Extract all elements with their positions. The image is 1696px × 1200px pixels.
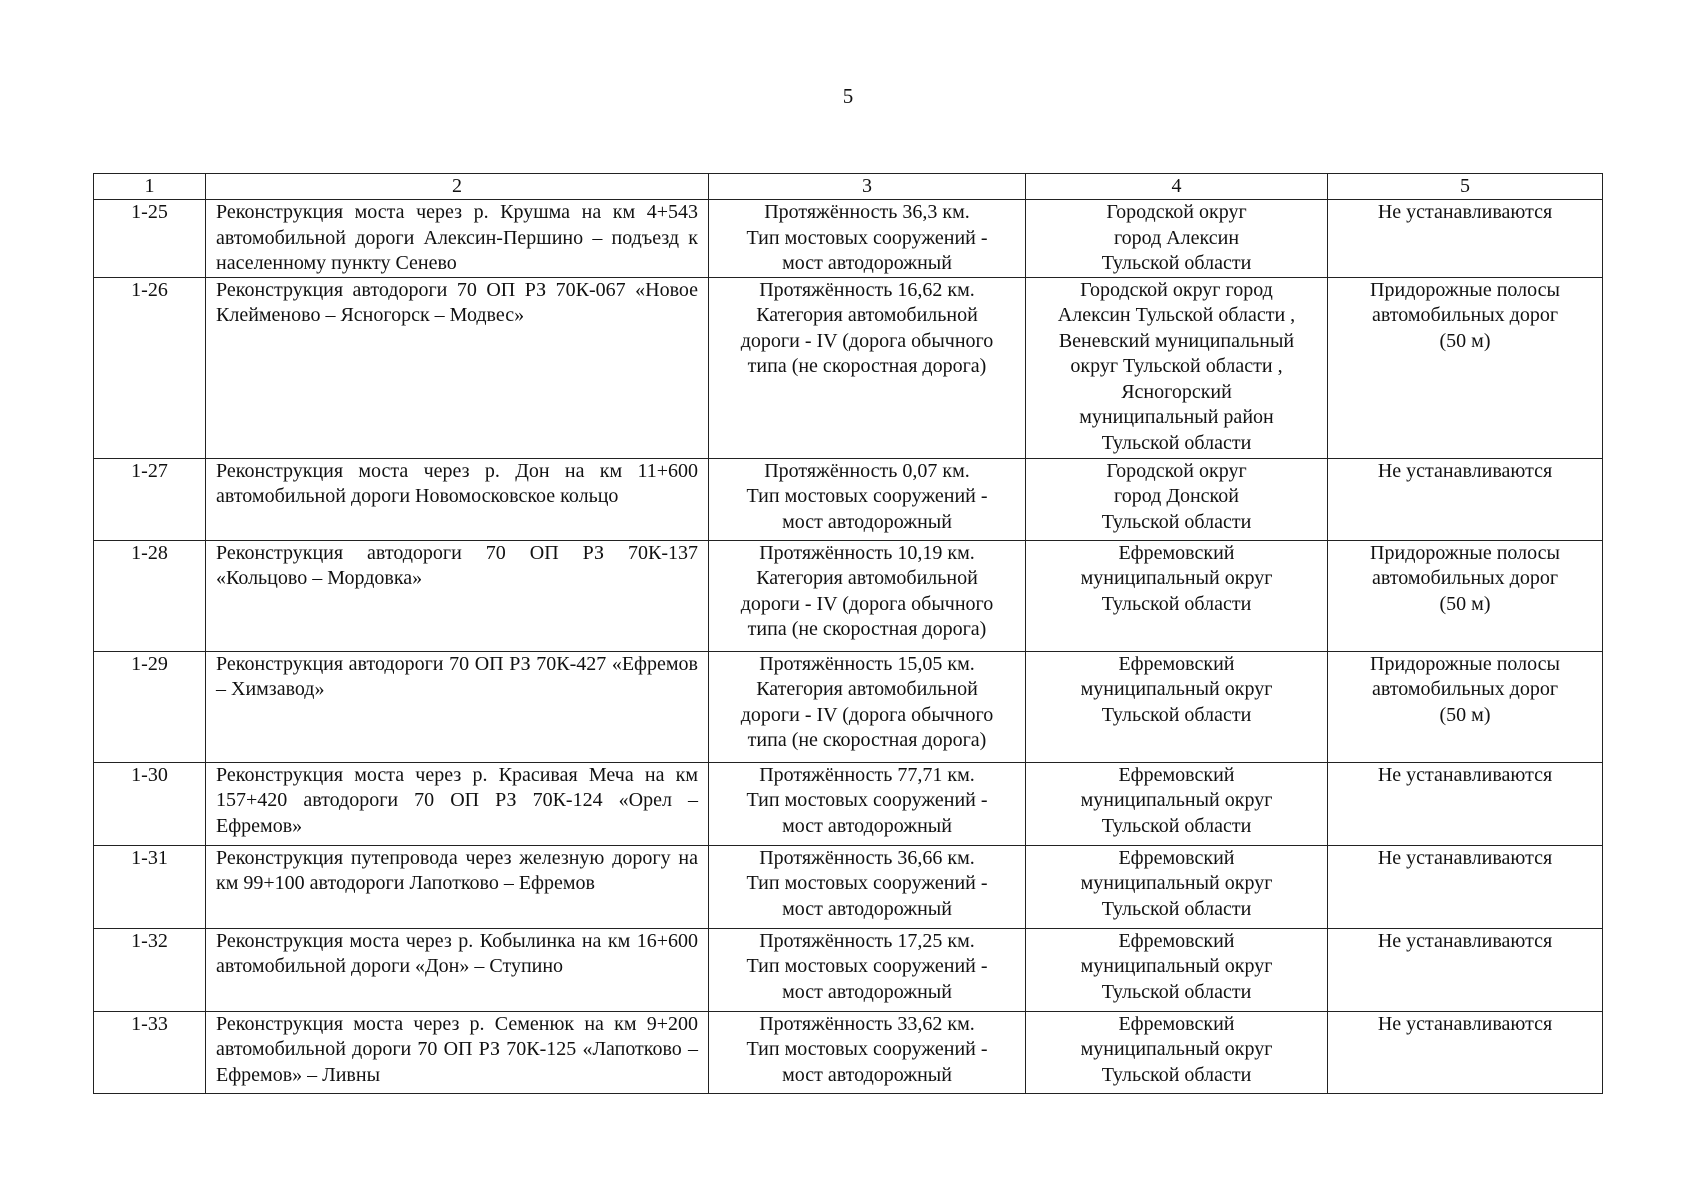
object-characteristics-line: мост автодорожный	[782, 814, 952, 837]
object-characteristics-line: Тип мостовых сооружений -	[746, 872, 988, 894]
object-location-line: Городской округ	[1106, 459, 1247, 482]
object-description-text: Реконструкция автодороги 70 ОП РЗ 70К-067 «Новое Клейменово – Ясногорск – Модвес»	[216, 278, 698, 326]
row-number: 1-33	[94, 1011, 206, 1093]
object-characteristics-line: Протяжённость 10,19 км.	[759, 541, 975, 564]
object-characteristics-line: Протяжённость 36,3 км.	[764, 201, 970, 223]
zone-restrictions	[1328, 458, 1603, 540]
object-location-line: Ефремовский	[1118, 929, 1235, 952]
object-characteristics-line: мост автодорожный	[782, 1063, 952, 1086]
object-description	[206, 651, 709, 762]
object-characteristics	[709, 928, 1026, 1011]
object-location-line: муниципальный округ	[1080, 872, 1273, 894]
object-location-line: Тульской области	[1101, 814, 1252, 837]
object-characteristics-line: типа (не скоростная дорога)	[747, 729, 987, 751]
object-location-line: Ясногорский	[1121, 380, 1232, 403]
zone-restrictions-line: Не устанавливаются	[1377, 846, 1553, 869]
zone-restrictions-line: Не устанавливаются	[1377, 201, 1553, 223]
object-description	[206, 200, 709, 278]
object-characteristics	[709, 200, 1026, 278]
table-row	[94, 928, 1603, 1011]
object-location-line: Городской округ	[1106, 201, 1247, 223]
zone-restrictions	[1328, 928, 1603, 1011]
object-location-line: Тульской области	[1101, 703, 1252, 726]
object-description-text: Реконструкция моста через р. Семенюк на км 9+200 автомобильной дороги 70 ОП РЗ 70К-125 «Лапотково – Ефремов» – Ливны	[216, 1012, 698, 1086]
object-location	[1026, 277, 1328, 458]
object-description-text: Реконструкция моста через р. Красивая Меча на км 157+420 автодороги 70 ОП РЗ 70К-124 «Орел – Ефремов»	[216, 763, 698, 837]
table-row	[94, 277, 1603, 458]
zone-restrictions-line: Не устанавливаются	[1377, 763, 1553, 786]
object-characteristics-line: типа (не скоростная дорога)	[747, 618, 987, 640]
zone-restrictions-line: автомобильных дорог	[1371, 304, 1559, 326]
object-description-text: Реконструкция автодороги 70 ОП РЗ 70К-137 «Кольцово – Мордовка»	[216, 541, 698, 589]
zone-restrictions	[1328, 277, 1603, 458]
table-body	[94, 200, 1603, 1094]
column-header-1: 1	[94, 174, 206, 200]
object-characteristics-line: Протяжённость 0,07 км.	[764, 459, 970, 482]
object-location-line: Ефремовский	[1118, 846, 1235, 869]
object-characteristics	[709, 651, 1026, 762]
object-location	[1026, 762, 1328, 845]
zone-restrictions-line: автомобильных дорог	[1371, 678, 1559, 700]
object-location-line: Ефремовский	[1118, 541, 1235, 564]
object-location-line: Тульской области	[1101, 980, 1252, 1003]
object-location	[1026, 540, 1328, 651]
object-location-line: город Донской	[1114, 485, 1239, 507]
zone-restrictions-line: Придорожные полосы	[1370, 541, 1560, 564]
zone-restrictions-line: (50 м)	[1439, 329, 1491, 352]
zone-restrictions-line: (50 м)	[1439, 592, 1491, 615]
zone-restrictions	[1328, 1011, 1603, 1093]
object-characteristics-line: мост автодорожный	[782, 980, 952, 1003]
object-characteristics-line: Категория автомобильной	[756, 678, 978, 700]
zone-restrictions-line: Придорожные полосы	[1370, 278, 1560, 301]
zone-restrictions-line: (50 м)	[1439, 703, 1491, 726]
row-number: 1-30	[94, 762, 206, 845]
row-number: 1-26	[94, 277, 206, 458]
object-characteristics-line: мост автодорожный	[782, 510, 952, 533]
row-number: 1-29	[94, 651, 206, 762]
object-location-line: Веневский муниципальный	[1058, 329, 1295, 352]
table-header-row	[94, 174, 1603, 200]
object-characteristics-line: Протяжённость 15,05 км.	[759, 652, 975, 675]
object-characteristics-line: Протяжённость 16,62 км.	[759, 278, 975, 301]
object-characteristics	[709, 1011, 1026, 1093]
object-location-line: муниципальный округ	[1080, 1038, 1273, 1060]
object-characteristics	[709, 540, 1026, 651]
object-location-line: Тульской области	[1101, 431, 1252, 454]
object-characteristics-line: дороги - IV (дорога обычного	[740, 329, 994, 352]
object-characteristics	[709, 458, 1026, 540]
row-number: 1-32	[94, 928, 206, 1011]
page-number: 5	[842, 84, 854, 108]
object-location-line: муниципальный округ	[1080, 955, 1273, 977]
row-number: 1-27	[94, 458, 206, 540]
object-description	[206, 928, 709, 1011]
table-row	[94, 458, 1603, 540]
object-characteristics-line: Тип мостовых сооружений -	[746, 789, 988, 811]
row-number: 1-28	[94, 540, 206, 651]
object-characteristics-line: Категория автомобильной	[756, 304, 978, 326]
object-description	[206, 845, 709, 928]
object-characteristics-line: Тип мостовых сооружений -	[746, 1038, 988, 1060]
object-description	[206, 277, 709, 458]
object-characteristics-line: дороги - IV (дорога обычного	[740, 703, 994, 726]
object-characteristics-line: Протяжённость 33,62 км.	[759, 1012, 975, 1035]
object-location-line: Ефремовский	[1118, 1012, 1235, 1035]
column-header-2: 2	[206, 174, 709, 200]
object-characteristics	[709, 277, 1026, 458]
zone-restrictions-line: Не устанавливаются	[1377, 1012, 1553, 1035]
column-header-5: 5	[1328, 174, 1603, 200]
object-characteristics-line: Тип мостовых сооружений -	[746, 485, 988, 507]
objects-table	[93, 173, 1603, 1094]
object-location	[1026, 1011, 1328, 1093]
column-header-3: 3	[709, 174, 1026, 200]
object-location-line: округ Тульской области ,	[1070, 355, 1283, 377]
object-description-text: Реконструкция автодороги 70 ОП РЗ 70К-427 «Ефремов – Химзавод»	[216, 652, 698, 700]
table-row	[94, 651, 1603, 762]
column-header-4: 4	[1026, 174, 1328, 200]
zone-restrictions-line: Придорожные полосы	[1370, 652, 1560, 675]
object-description	[206, 540, 709, 651]
zone-restrictions-line: Не устанавливаются	[1377, 929, 1553, 952]
object-location	[1026, 651, 1328, 762]
object-location-line: муниципальный округ	[1080, 789, 1273, 811]
object-location-line: Алексин Тульской области ,	[1057, 304, 1296, 326]
object-location-line: Тульской области	[1101, 510, 1252, 533]
object-characteristics	[709, 762, 1026, 845]
zone-restrictions-line: Не устанавливаются	[1377, 459, 1553, 482]
table-row	[94, 762, 1603, 845]
object-location	[1026, 845, 1328, 928]
table-row	[94, 1011, 1603, 1093]
row-number: 1-31	[94, 845, 206, 928]
object-location-line: Тульской области	[1101, 592, 1252, 615]
object-characteristics-line: Протяжённость 17,25 км.	[759, 929, 975, 952]
object-characteristics-line: Протяжённость 36,66 км.	[759, 846, 975, 869]
object-characteristics-line: мост автодорожный	[782, 252, 952, 274]
object-location-line: Тульской области	[1101, 897, 1252, 920]
object-characteristics-line: Категория автомобильной	[756, 567, 978, 589]
object-characteristics-line: Тип мостовых сооружений -	[746, 955, 988, 977]
zone-restrictions	[1328, 762, 1603, 845]
object-location-line: Тульской области	[1101, 1063, 1252, 1086]
object-location-line: Ефремовский	[1118, 763, 1235, 786]
object-location-line: город Алексин	[1113, 226, 1240, 249]
object-description	[206, 762, 709, 845]
object-location-line: Городской округ город	[1080, 278, 1273, 301]
object-location	[1026, 200, 1328, 278]
zone-restrictions	[1328, 845, 1603, 928]
object-characteristics-line: дороги - IV (дорога обычного	[740, 592, 994, 615]
object-location-line: Ефремовский	[1118, 652, 1235, 675]
table-row	[94, 200, 1603, 278]
zone-restrictions	[1328, 651, 1603, 762]
object-description-text: Реконструкция путепровода через железную дорогу на км 99+100 автодороги Лапотково – Ефремов	[216, 846, 698, 894]
zone-restrictions	[1328, 200, 1603, 278]
object-location-line: муниципальный район	[1079, 406, 1274, 428]
object-description-text: Реконструкция моста через р. Крушма на км 4+543 автомобильной дороги Алексин-Першино – подъезд к населенному пункту Сенево	[216, 201, 698, 274]
object-characteristics	[709, 845, 1026, 928]
row-number: 1-25	[94, 200, 206, 278]
object-location	[1026, 928, 1328, 1011]
object-location	[1026, 458, 1328, 540]
table-row	[94, 845, 1603, 928]
object-description	[206, 458, 709, 540]
table-row	[94, 540, 1603, 651]
object-characteristics-line: Тип мостовых сооружений -	[746, 226, 988, 249]
object-location-line: муниципальный округ	[1080, 567, 1273, 589]
object-description	[206, 1011, 709, 1093]
object-characteristics-line: мост автодорожный	[782, 897, 952, 920]
object-characteristics-line: Протяжённость 77,71 км.	[759, 763, 975, 786]
object-description-text: Реконструкция моста через р. Дон на км 11+600 автомобильной дороги Новомосковское кольцо	[216, 459, 698, 507]
object-description-text: Реконструкция моста через р. Кобылинка на км 16+600 автомобильной дороги «Дон» – Ступино	[216, 929, 698, 977]
object-location-line: муниципальный округ	[1080, 678, 1273, 700]
zone-restrictions	[1328, 540, 1603, 651]
object-location-line: Тульской области	[1101, 252, 1252, 274]
zone-restrictions-line: автомобильных дорог	[1371, 567, 1559, 589]
object-characteristics-line: типа (не скоростная дорога)	[747, 355, 987, 377]
